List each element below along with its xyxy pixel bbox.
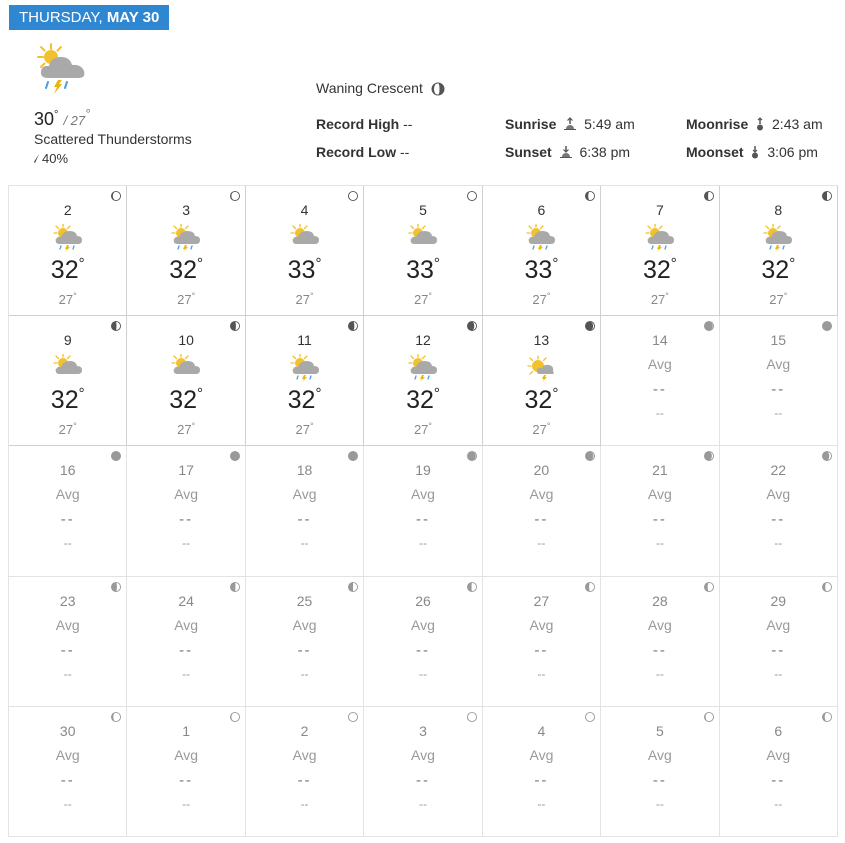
avg-high-placeholder: -- [534,511,549,529]
avg-high-placeholder: -- [652,511,667,529]
calendar-day-cell[interactable] [601,446,719,576]
degree-symbol: ° [197,255,204,272]
degree-symbol: ° [433,385,440,403]
day-number: 11 [297,332,312,349]
moonset-time: 3:06 pm [767,144,818,160]
day-low-temp: 27° [58,291,77,307]
calendar-day-cell[interactable] [127,316,245,446]
moon-phase [316,80,445,96]
moon-phase-icon [348,582,358,592]
avg-high-placeholder: -- [771,641,786,659]
degree-symbol: ° [197,385,204,403]
avg-label: Avg [647,746,672,763]
moon-phase-icon [348,451,358,461]
calendar-day-cell[interactable] [483,316,601,446]
record-high-label: Record High [316,116,400,132]
moon-phase-icon [585,712,595,722]
partly-cloudy-icon [290,224,320,252]
avg-high-placeholder: -- [179,771,194,789]
calendar-day-cell[interactable] [601,316,719,446]
avg-high-placeholder: -- [534,771,549,789]
sunset-label: Sunset [505,144,552,160]
thunderstorm-icon [290,354,320,382]
degree-symbol: ° [315,255,322,272]
moonrise-label: Moonrise [686,116,749,132]
calendar-day-cell[interactable] [246,316,364,446]
moonset-label: Moonset [686,144,744,160]
moon-phase-icon [704,582,714,592]
day-high-temp: 32° [50,255,85,284]
today-temperature [34,106,90,130]
calendar-day-cell[interactable] [720,577,838,707]
day-number: 30 [59,722,76,739]
degree-symbol: ° [670,255,677,272]
degree-symbol: ° [315,385,322,403]
sunrise-label: Sunrise [505,116,557,132]
day-low-temp: 27° [413,421,433,438]
moon-phase-icon [822,712,832,722]
partly-cloudy-icon [408,224,438,252]
avg-high-placeholder: -- [771,381,786,399]
avg-high-placeholder: -- [534,641,549,659]
avg-label: Avg [647,486,672,503]
avg-label: Avg [766,486,791,503]
moon-phase-icon [348,321,358,331]
moon-phase-label: Waning Crescent [316,80,423,96]
moon-phase-icon [822,582,832,592]
calendar-day-cell[interactable] [9,316,127,446]
moon-phase-icon [348,191,358,201]
day-high-temp: 33° [406,255,440,284]
day-low-temp: 27° [295,291,314,307]
calendar-day-cell[interactable] [364,446,482,576]
avg-high-placeholder: -- [771,771,786,789]
avg-low-placeholder: -- [63,536,72,551]
moon-phase-icon [585,321,595,331]
day-number: 5 [419,202,427,218]
avg-label: Avg [174,616,199,633]
day-high-temp: 32° [642,255,677,284]
avg-label: Avg [174,746,199,763]
moon-phase-icon [230,582,240,592]
avg-low-placeholder: -- [655,666,664,681]
avg-label: Avg [766,616,791,633]
day-low-temp: 27° [177,291,196,307]
day-low-temp: 27° [413,291,433,307]
moon-phase-icon [467,191,477,201]
day-number: 6 [774,722,783,739]
day-number: 22 [770,462,787,479]
avg-label: Avg [529,616,554,633]
scattered-thunderstorms-icon [34,42,92,100]
avg-high-placeholder: -- [652,771,667,789]
avg-label: Avg [55,746,80,763]
thunderstorm-icon [645,224,675,252]
calendar-day-cell[interactable] [720,446,838,576]
avg-label: Avg [766,746,791,763]
calendar-day-cell[interactable] [127,446,245,576]
calendar-day-cell[interactable] [364,577,482,707]
day-number: 21 [652,462,668,479]
avg-label: Avg [174,486,199,503]
avg-low-placeholder: -- [418,796,427,811]
day-of-week: THURSDAY, [19,9,103,26]
day-low-temp: 27° [295,421,314,438]
day-number: 16 [59,462,76,479]
avg-low-placeholder: -- [418,666,427,681]
avg-low-placeholder: -- [418,536,427,551]
moonset-row [686,144,818,160]
avg-low-placeholder: -- [774,666,783,681]
day-high-temp: 32° [406,385,440,415]
record-low-row [316,144,409,160]
degree-symbol: ° [191,421,196,432]
avg-label: Avg [529,746,554,763]
avg-label: Avg [292,486,317,503]
avg-label: Avg [411,486,435,503]
calendar-day-cell[interactable] [9,707,127,837]
degree-symbol: ° [665,291,669,301]
day-high-temp: 33° [287,255,322,284]
calendar-day-cell[interactable] [601,577,719,707]
calendar-day-cell[interactable] [364,316,482,446]
day-number: 15 [770,332,787,349]
thunderstorm-icon [408,354,438,382]
avg-high-placeholder: -- [415,641,430,659]
day-low-temp: 27° [58,421,77,438]
avg-low-placeholder: -- [537,536,546,551]
waning-crescent-icon [431,82,445,96]
day-high-temp: 32° [761,255,796,284]
avg-high-placeholder: -- [60,771,75,789]
day-number: 24 [178,592,194,609]
moonset-icon [750,145,760,159]
day-number: 17 [178,462,194,479]
degree-symbol: ° [78,385,85,403]
calendar-day-cell[interactable] [483,186,601,316]
calendar-day-cell[interactable] [9,577,127,707]
calendar-day-cell[interactable] [483,707,601,837]
avg-low-placeholder: -- [655,406,664,421]
day-number: 8 [774,202,783,218]
day-number: 12 [415,332,431,349]
calendar-day-cell[interactable] [364,186,482,316]
avg-high-placeholder: -- [297,511,312,529]
avg-high-placeholder: -- [415,771,430,789]
degree-symbol: ° [73,291,77,301]
day-high-temp: 32° [524,385,559,415]
day-low-temp: 27° [769,291,788,307]
sunset-icon [559,145,573,159]
day-number: 7 [655,202,664,218]
avg-high-placeholder: -- [60,641,75,659]
avg-low-placeholder: -- [182,796,191,811]
degree-symbol: ° [85,106,91,121]
moon-phase-icon [704,191,714,201]
day-high-temp: 33° [524,255,559,284]
degree-symbol: ° [433,255,440,272]
moonrise-time: 2:43 am [772,116,823,132]
day-high-temp: 32° [169,255,204,284]
record-low-label: Record Low [316,144,397,160]
calendar-day-cell[interactable] [483,446,601,576]
moon-phase-icon [111,712,121,722]
calendar-day-cell[interactable] [364,707,482,837]
moon-phase-icon [230,191,240,201]
day-high-temp: 32° [169,385,204,415]
day-low-temp: 27° [177,421,196,438]
avg-low-placeholder: -- [774,406,783,421]
month-day: MAY 30 [106,9,160,26]
avg-label: Avg [55,616,80,633]
day-number: 19 [415,462,431,479]
avg-label: Avg [55,486,80,503]
record-high-value: -- [403,116,413,132]
avg-low-placeholder: -- [774,536,783,551]
avg-high-placeholder: -- [652,641,667,659]
calendar-day-cell[interactable] [127,577,245,707]
raindrop-icon [34,154,40,163]
day-number: 23 [59,592,76,609]
degree-symbol: ° [191,291,196,301]
avg-high-placeholder: -- [179,511,194,529]
moon-phase-icon [467,712,477,722]
calendar-day-cell[interactable] [246,707,364,837]
day-number: 4 [537,722,546,739]
day-high-temp: 32° [50,385,85,415]
record-high-row [316,116,412,132]
day-low-temp: 27° [650,291,669,307]
partly-cloudy-icon [171,354,201,382]
avg-label: Avg [529,486,554,503]
moon-phase-icon [704,451,714,461]
avg-low-placeholder: -- [182,536,191,551]
avg-low-placeholder: -- [537,666,546,681]
degree-symbol: ° [546,291,551,301]
sunrise-time: 5:49 am [584,116,635,132]
day-number: 25 [296,592,313,609]
sun-thunderstorm-icon [526,354,556,382]
precip-value: 40% [42,151,69,166]
avg-high-placeholder: -- [415,511,430,529]
day-high-temp: 32° [287,385,322,415]
avg-low-placeholder: -- [774,796,783,811]
avg-label: Avg [647,616,672,633]
record-low-value: -- [400,144,410,160]
moon-phase-icon [585,191,595,201]
calendar-day-cell[interactable] [246,186,364,316]
avg-low-placeholder: -- [300,536,309,551]
moon-phase-icon [704,321,714,331]
degree-symbol: ° [428,291,433,301]
calendar-day-cell[interactable] [246,446,364,576]
day-number: 4 [300,202,309,218]
thunderstorm-icon [526,224,556,252]
day-number: 2 [300,722,309,739]
calendar-day-cell[interactable] [601,186,719,316]
sunset-row [505,144,630,160]
avg-label: Avg [292,616,317,633]
day-number: 27 [533,592,550,609]
avg-low-placeholder: -- [63,666,72,681]
calendar-day-cell[interactable] [720,316,838,446]
avg-high-placeholder: -- [652,381,667,399]
avg-high-placeholder: -- [297,641,312,659]
thunderstorm-icon [763,224,793,252]
moonrise-row [686,116,823,132]
degree-symbol: ° [789,255,796,272]
partly-cloudy-icon [53,354,83,382]
moon-phase-icon [230,712,240,722]
day-number: 5 [655,722,664,739]
day-number: 13 [533,332,550,349]
moon-phase-icon [704,712,714,722]
avg-low-placeholder: -- [655,536,664,551]
moon-phase-icon [467,582,477,592]
moon-phase-icon [822,191,832,201]
avg-label: Avg [766,356,791,373]
day-low-temp: 27° [532,421,551,438]
today-low: / 27 [63,113,86,128]
date-badge [9,5,169,30]
day-number: 9 [63,332,72,349]
moon-phase-icon [822,451,832,461]
day-number: 3 [419,722,427,739]
degree-symbol: ° [783,291,788,301]
day-number: 20 [533,462,550,479]
calendar-day-cell[interactable] [9,446,127,576]
day-number: 26 [415,592,431,609]
avg-low-placeholder: -- [300,666,309,681]
degree-symbol: ° [546,421,551,432]
avg-low-placeholder: -- [537,796,546,811]
day-number: 2 [63,202,72,218]
moon-phase-icon [111,321,121,331]
day-number: 10 [178,332,194,349]
moon-phase-icon [585,451,595,461]
avg-high-placeholder: -- [179,641,194,659]
day-number: 28 [652,592,668,609]
degree-symbol: ° [309,421,314,432]
avg-high-placeholder: -- [60,511,75,529]
today-high: 30 [34,109,55,129]
day-number: 1 [182,722,191,739]
sunset-time: 6:38 pm [579,144,631,160]
moon-phase-icon [467,451,477,461]
thunderstorm-icon [171,224,201,252]
moon-phase-icon [111,451,121,461]
avg-low-placeholder: -- [300,796,309,811]
avg-low-placeholder: -- [655,796,664,811]
day-number: 29 [770,592,787,609]
degree-symbol: ° [73,421,77,432]
degree-symbol: ° [428,421,433,432]
avg-low-placeholder: -- [63,796,72,811]
calendar-grid [8,185,838,837]
day-number: 3 [182,202,191,218]
sunrise-row [505,116,635,132]
moonrise-icon [755,117,765,131]
moon-phase-icon [348,712,358,722]
degree-symbol: ° [309,291,314,301]
avg-high-placeholder: -- [297,771,312,789]
avg-label: Avg [647,356,672,373]
moon-phase-icon [230,451,240,461]
sunrise-icon [563,117,577,131]
avg-high-placeholder: -- [771,511,786,529]
today-precipitation [34,151,68,166]
day-number: 14 [652,332,668,349]
moon-phase-icon [585,582,595,592]
moon-phase-icon [111,191,121,201]
calendar-day-cell[interactable] [127,186,245,316]
day-low-temp: 27° [532,291,551,307]
thunderstorm-icon [53,224,83,252]
today-condition: Scattered Thunderstorms [34,131,192,147]
calendar-day-cell[interactable] [9,186,127,316]
moon-phase-icon [111,582,121,592]
day-number: 6 [537,202,546,218]
avg-label: Avg [411,746,435,763]
degree-symbol: ° [78,255,85,272]
calendar-day-cell[interactable] [720,186,838,316]
calendar-day-cell[interactable] [127,707,245,837]
calendar-day-cell[interactable] [720,707,838,837]
avg-label: Avg [292,746,317,763]
degree-symbol: ° [552,255,559,272]
calendar-day-cell[interactable] [483,577,601,707]
calendar-day-cell[interactable] [601,707,719,837]
moon-phase-icon [467,321,477,331]
avg-low-placeholder: -- [182,666,191,681]
avg-label: Avg [411,616,435,633]
moon-phase-icon [822,321,832,331]
degree-symbol: ° [552,385,559,403]
moon-phase-icon [230,321,240,331]
day-number: 18 [296,462,313,479]
calendar-day-cell[interactable] [246,577,364,707]
degree-symbol: ° [54,109,59,121]
